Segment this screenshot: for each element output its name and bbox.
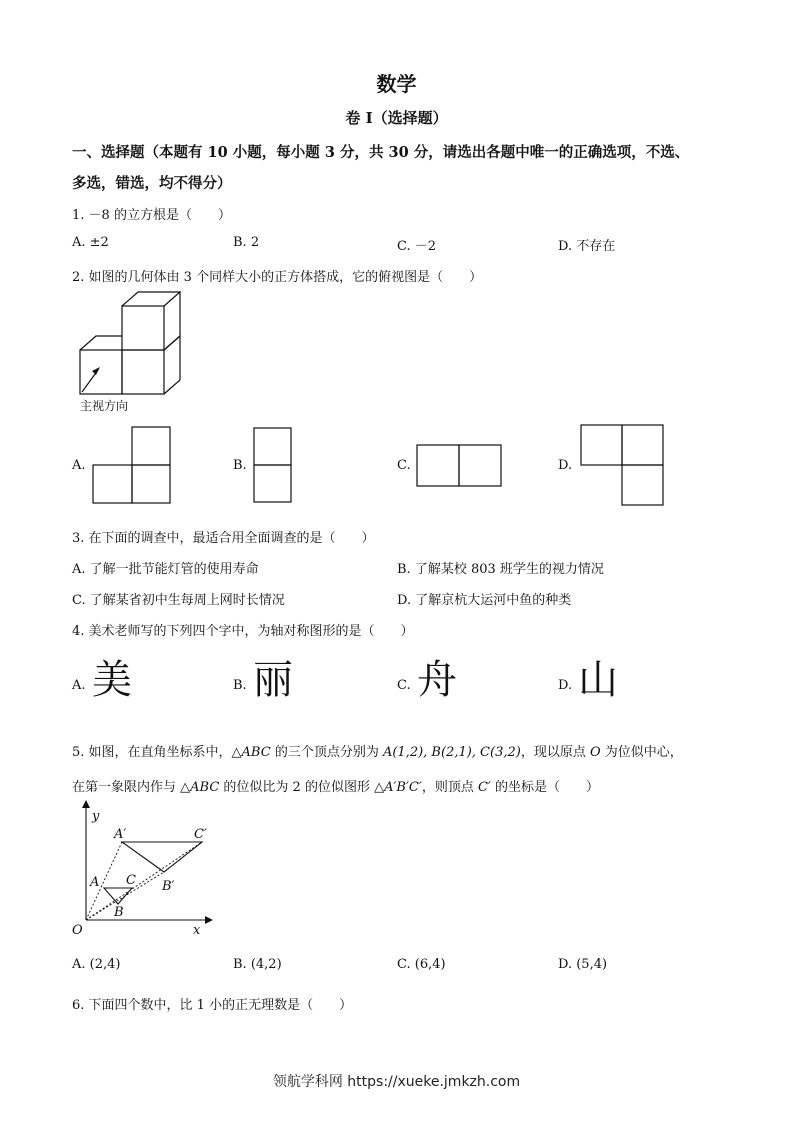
q5-point-c-prime-label: C′ (194, 827, 207, 842)
q5-point-c-label: C (126, 873, 136, 888)
q5-stem-part7: ，则顶点 (421, 780, 478, 795)
q3-option-a: A. 了解一批节能灯管的使用寿命 (72, 562, 259, 577)
q2-option-a: A. (72, 458, 86, 473)
q5-stem-part5: 在第一象限内作与 (72, 780, 181, 795)
page-title: 数学 (376, 72, 417, 96)
q5-triangle-abc: △ABC (231, 745, 271, 760)
q2-option-a-figure (92, 426, 172, 506)
q5-option-a: A. (2,4) (72, 957, 121, 972)
question-4-stem: 4. 美术老师写的下列四个字中，为轴对称图形的是（ ） (72, 624, 414, 639)
q5-origin-label: O (72, 923, 83, 938)
q5-vertex-c-prime: C′ (477, 780, 491, 795)
q2-option-b-figure (253, 427, 293, 505)
q3-option-c: C. 了解某省初中生每周上网时长情况 (72, 593, 285, 608)
q5-option-b: B. (4,2) (233, 957, 282, 972)
question-5-stem-line1 (72, 741, 683, 760)
q4-character-d: 山 (578, 657, 618, 703)
q4-character-b: 丽 (253, 657, 293, 703)
paper-subtitle: 卷 I（选择题） (345, 109, 448, 127)
question-3-stem: 3. 在下面的调查中，最适合用全面调查的是（ ） (72, 531, 375, 546)
q5-option-d: D. (5,4) (558, 957, 608, 972)
q4-character-c: 舟 (417, 657, 457, 703)
q5-stem-part6: 的位似比为 2 的位似图形 (219, 780, 375, 795)
q5-stem-part4: 为位似中心， (600, 745, 683, 760)
q4-option-a: A. (72, 678, 86, 693)
section-heading-line1: 一、选择题（本题有 10 小题，每小题 3 分，共 30 分，请选出各题中唯一的正确选项，不选、 (72, 144, 690, 161)
q5-triangle-abc-2: △ABC (180, 780, 220, 795)
q5-point-a-prime-label: A′ (114, 827, 127, 842)
q3-option-b: B. 了解某校 803 班学生的视力情况 (397, 562, 604, 577)
q5-option-c: C. (6,4) (397, 957, 446, 972)
section-heading-line2: 多选，错选，均不得分） (72, 175, 232, 192)
q2-view-direction-label: 主视方向 (80, 399, 129, 413)
q5-stem-part8: 的坐标是（ ） (490, 780, 600, 795)
q4-option-b: B. (233, 678, 247, 693)
q2-option-c: C. (397, 458, 411, 473)
q5-stem-part3: ，现以原点 (520, 745, 590, 760)
q5-point-b-label: B (114, 905, 124, 920)
q2-solid-figure (76, 290, 196, 402)
q2-option-c-figure (416, 444, 504, 488)
q5-y-axis-label: y (92, 809, 100, 824)
q5-origin-o: O (589, 745, 601, 760)
question-2-stem: 2. 如图的几何体由 3 个同样大小的正方体搭成，它的俯视图是（ ） (72, 270, 483, 285)
q2-option-d: D. (558, 458, 573, 473)
q1-option-c: C. －2 (397, 239, 437, 254)
q5-coordinate-figure (70, 800, 215, 940)
q4-option-d: D. (558, 678, 573, 693)
q5-triangle-image: △A′B′C′ (374, 780, 422, 795)
q1-option-a: A. ±2 (72, 235, 109, 250)
q1-option-d: D. 不存在 (558, 239, 616, 254)
q3-option-d: D. 了解京杭大运河中鱼的种类 (397, 593, 572, 608)
q5-stem-part2: 的三个顶点分别为 (270, 745, 383, 760)
q5-vertex-coordinates: A(1,2), B(2,1), C(3,2) (382, 745, 521, 760)
q2-option-b: B. (233, 458, 247, 473)
question-6-stem: 6. 下面四个数中，比 1 小的正无理数是（ ） (72, 998, 353, 1013)
page-footer: 领航学科网 https://xueke.jmkzh.com (272, 1074, 521, 1090)
q5-x-axis-label: x (193, 923, 201, 938)
question-5-stem-line2 (72, 776, 599, 795)
q5-stem-part1: 5. 如图，在直角坐标系中， (72, 745, 232, 760)
q5-point-a-label: A (90, 875, 100, 890)
question-1-stem: 1. －8 的立方根是（ ） (72, 208, 231, 223)
q2-option-d-figure (580, 424, 666, 508)
q4-option-c: C. (397, 678, 411, 693)
q1-option-b: B. 2 (233, 235, 260, 250)
q4-character-a: 美 (92, 657, 132, 703)
q5-point-b-prime-label: B′ (162, 879, 175, 894)
